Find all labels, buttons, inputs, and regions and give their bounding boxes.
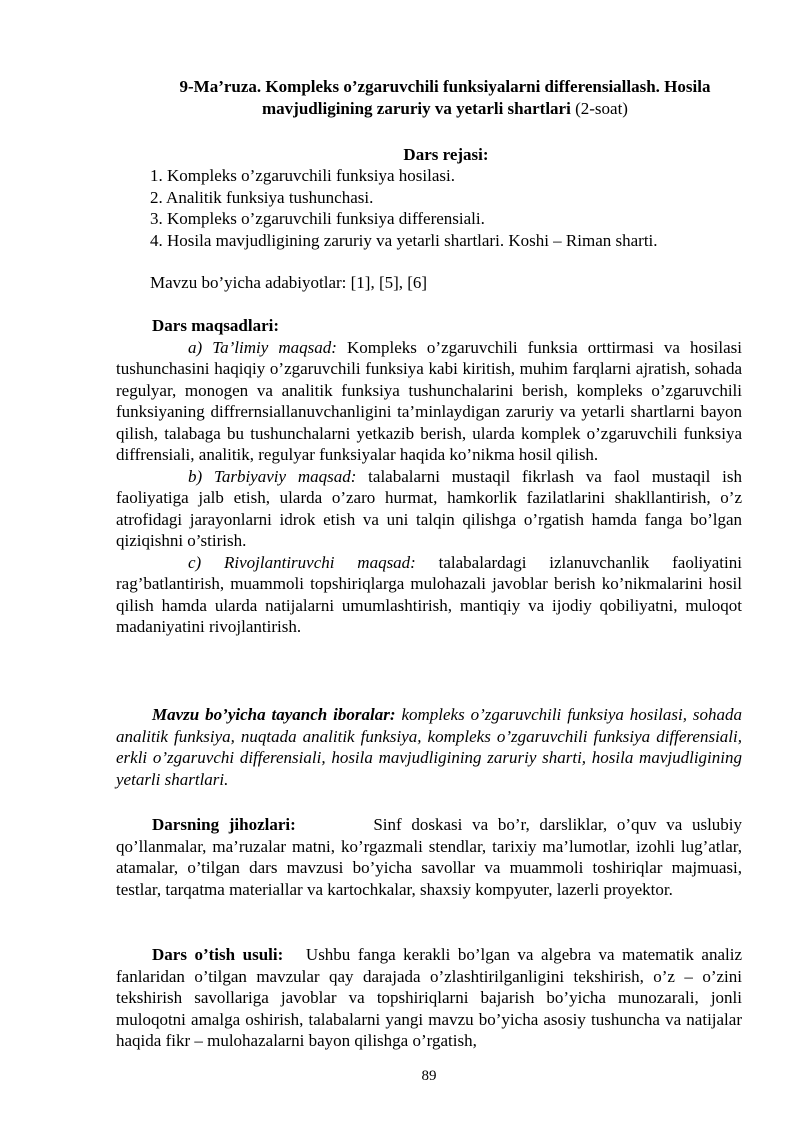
plan-item: 2. Analitik funksiya tushunchasi. — [150, 187, 374, 207]
equipment-paragraph — [116, 814, 742, 900]
method-label: Dars o’tish usuli: — [152, 945, 284, 964]
equipment-text: Sinf doskasi va bo’r, darsliklar, o’quv va uslubiy qo’llanmalar, ma’ruzalar matni, ko’rgazmali stendlar, tarixiy ma’lumotlar, izohli lug’atlar, atamalar, o’tilgan dars mavzusi bo’yicha savollar va muammoli toshiriqlar majmuasi, testlar, tarqatma materiallar va kartochkalar, shaxsiy kompyuter, lazerli proyektor. — [116, 815, 743, 899]
goals-section — [116, 315, 742, 638]
goal-upbringing-text: talabalarni mustaqil fikrlash va faol mustaqil ish faoliyatiga jalb etish, ularda o’zaro hurmat, hamkorlik fazilatlarini shakllantirish, o’z atrofidagi jarayonlarni idrok etish va uni talqin qilishga o’rgatish hamda fanga bo’lgan qiziqishni o’stirish. — [116, 466, 742, 550]
keywords-label: Mavzu bo’yicha tayanch iboralar: — [152, 705, 396, 724]
plan-item: 1. Kompleks o’zgaruvchili funksiya hosilasi. — [150, 166, 456, 185]
method-paragraph — [116, 944, 742, 1052]
lecture-title — [150, 76, 740, 120]
lecture-hours: (2-soat) — [570, 99, 628, 118]
equipment-label: Darsning jihozlari: — [152, 815, 296, 834]
goals-heading: Dars maqsadlari: — [152, 316, 280, 335]
goal-educational-label: a) Ta’limiy maqsad: — [188, 337, 337, 357]
plan-list — [150, 165, 750, 251]
goal-developmental-label: c) Rivojlantiruvchi maqsad: — [188, 552, 416, 572]
plan-heading: Dars rejasi: — [403, 145, 489, 164]
plan-item: 3. Kompleks o’zgaruvchili funksiya differensiali. — [150, 209, 485, 228]
goal-developmental-text: talabalardagi izlanuvchanlik faoliyatini rag’batlantirish, muammoli topshiriqlarga mulohazali javoblar berish ko’nikmalarini hosil qilish hamda ularda natijalarni umumlashtirish, mantiqiy va ijodiy qobiliyatni, muloqot madaniyatini rivojlantirish. — [116, 552, 742, 636]
references-line: Mavzu bo’yicha adabiyotlar: [1], [5], [6] — [150, 273, 428, 292]
goal-upbringing-label: b) Tarbiyaviy maqsad: — [188, 466, 357, 486]
plan-item: 4. Hosila mavjudligining zaruriy va yetarli shartlari. Koshi – Riman sharti. — [150, 230, 658, 250]
goal-educational-text: Kompleks o’zgaruvchili funksia orttirmasi va hosilasi tushunchasini haqiqiy o’zgaruvchili funksiya kabi kiritish, muhim farqlarni ajratish, sohada regulyar, monogen va analitik funksiya tushunchalarini berish, kompleks o’zgaruvchili funksiyaning diffrernsiallanuvchanligini ta’minlaydigan zaruriy va yetarli shartlarni bayon qilish, talabaga bu tushunchalarni yetkazib berish, ularda komplek o’zgaruvchili funksiya diffrensiali, analitik, regulyar funksiyalar haqida ko’nikma hosil qilish. — [116, 337, 742, 464]
lecture-title-text: 9-Ma’ruza. Kompleks o’zgaruvchili funksiyalarni differensiallash. Hosila mavjudligining zaruriy va yetarli shartlari — [179, 77, 711, 118]
goal-developmental — [116, 552, 742, 638]
keywords-text: kompleks o’zgaruvchili funksiya hosilasi, sohada analitik funksiya, nuqtada analitik funksiya, kompleks o’zgaruvchili funksiya differensiali, erkli o’zgaruvchi differensiali, hosila mavjudligining zaruriy sharti, hosila mavjudligining yetarli shartlari. — [116, 705, 742, 789]
page-number: 89 — [421, 1068, 437, 1084]
method-text: Ushbu fanga kerakli bo’lgan va algebra va matematik analiz fanlaridan o’tilgan mavzular qay darajada o’zlashtirilganligini tekshirish, o’z – o’zini tekshirish savollariga javoblar va topshiriqlarni bajarish bo’yicha munozarali, jonli muloqotni amalga oshirish, talabalarni yangi mavzu bo’yicha asosiy tushuncha va natijalar haqida fikr – mulohazalarni bayon qilishga o’rgatish, — [116, 945, 743, 1050]
keywords-paragraph — [116, 704, 742, 790]
goal-upbringing — [116, 466, 742, 552]
goal-educational — [116, 337, 742, 466]
